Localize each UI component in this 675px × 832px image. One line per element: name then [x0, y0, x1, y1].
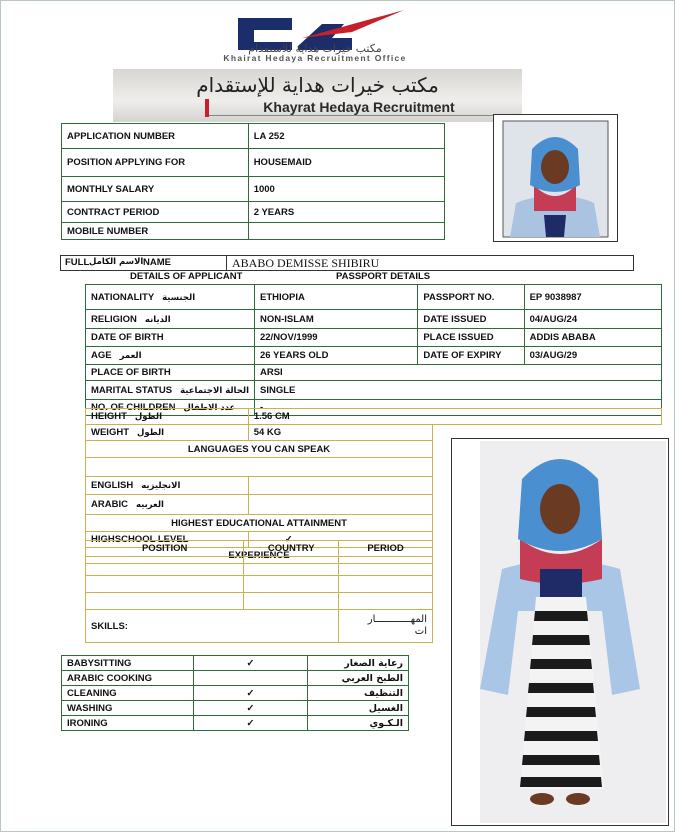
- skills-arabic-label: المهــــــــــــار ات: [339, 610, 433, 643]
- age-label: AGE العمر: [86, 347, 255, 365]
- marital-label: MARITAL STATUS الحالة الاجتماعية: [86, 381, 255, 400]
- table-row: [62, 124, 445, 149]
- weight-label: WEIGHT الطول: [86, 425, 249, 441]
- person-full-body-icon: [452, 439, 668, 825]
- table-row: [86, 495, 433, 515]
- logo-arabic-text: مكتب خيرات هداية للاستقدام: [248, 42, 382, 55]
- table-row: [62, 202, 445, 223]
- table-row: [62, 177, 445, 202]
- banner-arabic-text: مكتب خيرات هداية للإستقدام: [196, 73, 439, 97]
- height-label: HEIGHT الطول: [86, 409, 249, 425]
- contract-value: 2 YEARS: [248, 202, 444, 223]
- table-row: [86, 365, 662, 381]
- table-row: [86, 347, 662, 365]
- experience-table: [85, 540, 433, 643]
- logo-english-text: Khairat Hedaya Recruitment Office: [223, 53, 407, 63]
- table-row: [86, 425, 433, 441]
- skill-ironing-ar: الـكـوي: [308, 716, 409, 731]
- education-check-icon: ✓: [248, 532, 432, 548]
- dob-label: DATE OF BIRTH: [86, 329, 255, 347]
- exp-col-position: POSITION: [86, 541, 244, 557]
- age-value: 26 YEARS OLD: [254, 347, 417, 365]
- height-table: [85, 408, 662, 425]
- languages-title: LANGUAGES YOU CAN SPEAK: [86, 441, 433, 458]
- passport-no-value: EP 9038987: [524, 285, 661, 310]
- table-row: [86, 557, 433, 576]
- salary-label: MONTHLY SALARY: [62, 177, 249, 202]
- position-label: POSITION APPLYING FOR: [62, 149, 249, 177]
- table-row: [86, 477, 433, 495]
- details-header: DETAILS OF APPLICANT: [130, 271, 243, 282]
- skill-cooking-check-icon: [193, 671, 307, 686]
- english-label: ENGLISH الانجليزيه: [86, 477, 249, 495]
- applicant-photo-small: [493, 114, 618, 242]
- full-name-label-1: FULL: [65, 257, 90, 268]
- religion-label: RELIGION الديانه: [86, 310, 255, 329]
- mobile-label: MOBILE NUMBER: [62, 223, 249, 240]
- passport-header: PASSPORT DETAILS: [336, 271, 431, 282]
- person-portrait-icon: [494, 115, 617, 241]
- table-row: [86, 381, 662, 400]
- weight-value: 54 KG: [248, 425, 432, 441]
- table-row: [86, 409, 662, 425]
- skill-cooking-ar: الطبخ العربي: [308, 671, 409, 686]
- position-value: HOUSEMAID: [248, 149, 444, 177]
- table-row: [86, 610, 433, 643]
- table-row: [62, 149, 445, 177]
- arabic-label: ARABIC العربيه: [86, 495, 249, 515]
- religion-value: NON-ISLAM: [254, 310, 417, 329]
- table-row: [86, 458, 433, 477]
- skill-babysitting-check-icon: ✓: [193, 656, 307, 671]
- salary-value: 1000: [248, 177, 444, 202]
- experience-title: EXPERIENCE: [86, 548, 433, 564]
- exp-col-period: PERIOD: [339, 541, 433, 557]
- skill-cleaning-check-icon: ✓: [193, 686, 307, 701]
- skill-cleaning-ar: التنظيف: [308, 686, 409, 701]
- table-row: [62, 656, 409, 671]
- skills-table: [61, 655, 409, 731]
- table-row: [86, 329, 662, 347]
- table-row: [86, 593, 433, 610]
- education-label: HIGHSCHOOL LEVEL: [86, 532, 249, 548]
- exp-col-country: COUNTRY: [244, 541, 339, 557]
- skill-babysitting-ar: رعاية الصغار: [308, 656, 409, 671]
- skill-washing-ar: الغسيل: [308, 701, 409, 716]
- skill-ironing-label: IRONING: [62, 716, 194, 731]
- table-row: [62, 701, 409, 716]
- date-expiry-label: DATE OF EXPIRY: [418, 347, 524, 365]
- full-name-label-ar: الاسم الكامل: [89, 257, 144, 267]
- applicant-photo-full: [451, 438, 669, 826]
- english-value: [248, 477, 432, 495]
- skill-babysitting-label: BABYSITTING: [62, 656, 194, 671]
- company-banner: [113, 69, 522, 122]
- skills-label: SKILLS:: [86, 610, 339, 643]
- contract-label: CONTRACT PERIOD: [62, 202, 249, 223]
- table-row: [86, 441, 433, 458]
- table-row: [86, 310, 662, 329]
- dob-value: 22/NOV/1999: [254, 329, 417, 347]
- application-number-value: LA 252: [248, 124, 444, 149]
- skill-cleaning-label: CLEANING: [62, 686, 194, 701]
- application-number-label: APPLICATION NUMBER: [62, 124, 249, 149]
- table-row: [86, 541, 433, 557]
- full-name-row: [60, 255, 634, 271]
- place-issued-label: PLACE ISSUED: [418, 329, 524, 347]
- details-table: [85, 284, 662, 416]
- pob-value: ARSI: [254, 365, 661, 381]
- full-name-label-2: NAME: [143, 257, 171, 268]
- table-row: [62, 671, 409, 686]
- table-row: [62, 223, 445, 240]
- skill-washing-check-icon: ✓: [193, 701, 307, 716]
- table-row: [86, 515, 433, 532]
- skill-cooking-label: ARABIC COOKING: [62, 671, 194, 686]
- pob-label: PLACE OF BIRTH: [86, 365, 255, 381]
- full-name-value: ABABO DEMISSE SHIBIRU: [226, 256, 379, 270]
- date-issued-label: DATE ISSUED: [418, 310, 524, 329]
- children-value: -: [254, 400, 661, 416]
- mobile-value: [248, 223, 444, 240]
- banner-english-text: Khayrat Hedaya Recruitment: [209, 99, 509, 116]
- date-expiry-value: 03/AUG/29: [524, 347, 661, 365]
- application-table: [61, 123, 445, 240]
- nationality-value: ETHIOPIA: [254, 285, 417, 310]
- children-label: NO. OF CHILDREN عدد الاطفال: [86, 400, 255, 416]
- skill-ironing-check-icon: ✓: [193, 716, 307, 731]
- table-row: [86, 576, 433, 593]
- date-issued-value: 04/AUG/24: [524, 310, 661, 329]
- nationality-label: NATIONALITY الجنسية: [86, 285, 255, 310]
- marital-value: SINGLE: [254, 381, 661, 400]
- table-row: [62, 686, 409, 701]
- table-row: [86, 285, 662, 310]
- table-row: [62, 716, 409, 731]
- arabic-value: [248, 495, 432, 515]
- passport-no-label: PASSPORT NO.: [418, 285, 524, 310]
- height-value: 1.56 CM: [248, 409, 661, 425]
- place-issued-value: ADDIS ABABA: [524, 329, 661, 347]
- education-title: HIGHEST EDUCATIONAL ATTAINMENT: [86, 515, 433, 532]
- skill-washing-label: WASHING: [62, 701, 194, 716]
